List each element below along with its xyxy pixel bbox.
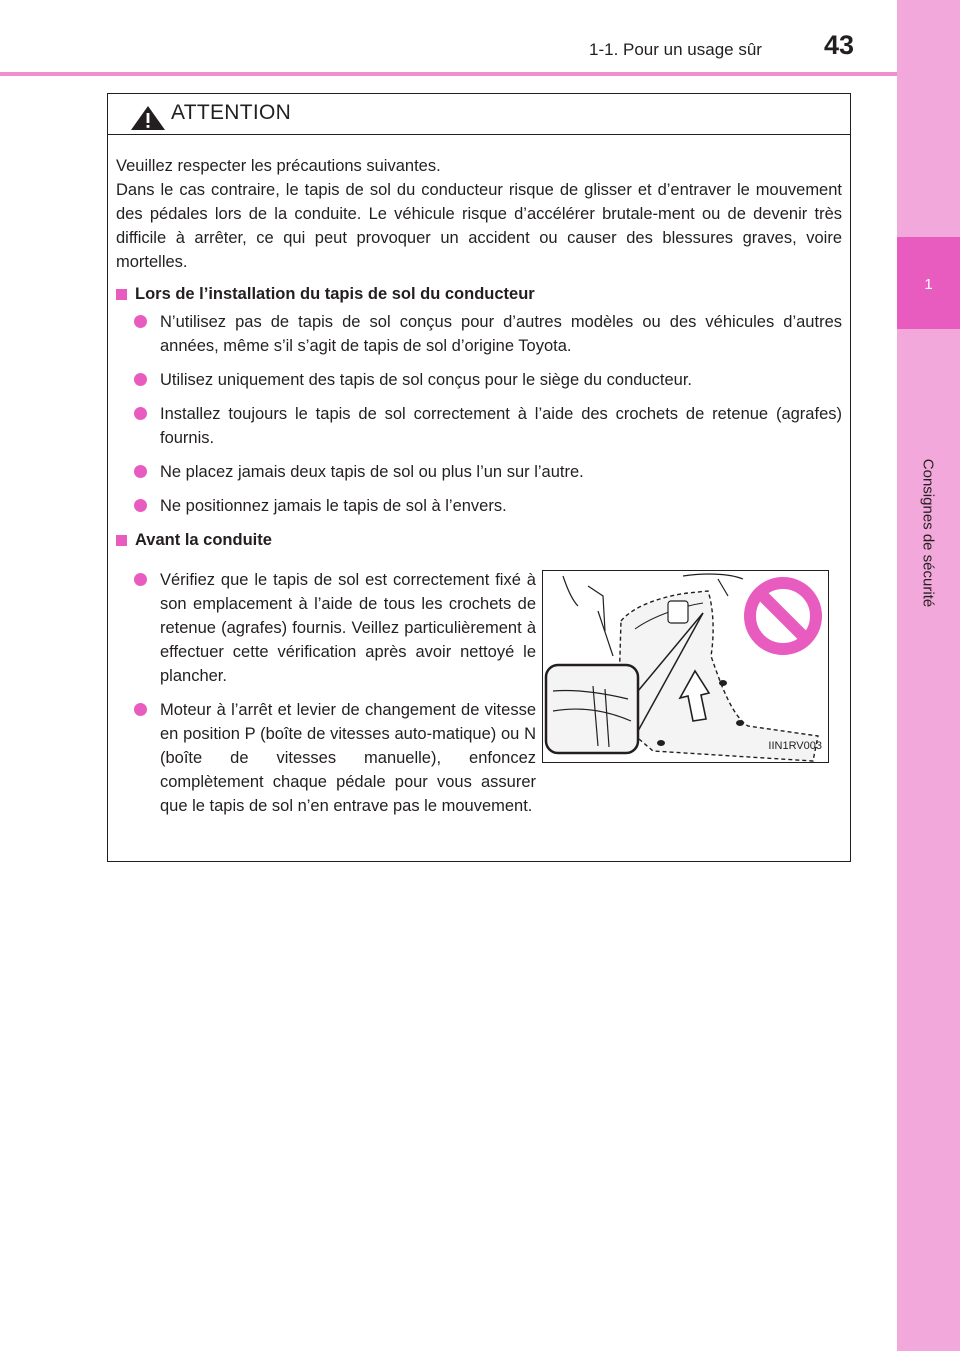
list-item	[134, 568, 536, 688]
attention-content	[116, 154, 842, 828]
list-item-text: Installez toujours le tapis de sol correctement à l’aide des crochets de retenue (agrafes) fournis.	[160, 405, 842, 447]
floor-mat-illustration	[542, 570, 829, 763]
section-heading	[116, 528, 842, 552]
chapter-number: 1	[924, 276, 933, 293]
warning-triangle-icon	[130, 105, 166, 131]
chapter-title: Consignes de sécurité	[919, 458, 937, 608]
section-list	[116, 310, 842, 518]
list-item	[134, 698, 536, 818]
square-bullet-icon	[116, 535, 127, 546]
intro-paragraph	[116, 154, 842, 274]
list-item-text: Vérifiez que le tapis de sol est correctement fixé à son emplacement à l’aide de tous les crochets de retenue (agrafes) fournis. Veillez particulièrement à effectuer cette vérification après avoir nettoyé le plancher.	[160, 571, 536, 685]
square-bullet-icon	[116, 289, 127, 300]
list-item	[134, 402, 842, 450]
list-item-text: Ne positionnez jamais le tapis de sol à l’envers.	[160, 497, 507, 515]
list-item	[134, 310, 842, 358]
round-bullet-icon	[134, 573, 147, 586]
intro-line: Dans le cas contraire, le tapis de sol du conducteur risque de glisser et d’entraver le mouvement des pédales lors de la conduite. Le véhicule risque d’accélérer brutale-ment ou de devenir très difficile à arrêter, ce qui peut provoquer un accident ou causer des blessures graves, voire mortelles.	[116, 181, 842, 271]
round-bullet-icon	[134, 407, 147, 420]
list-item-text: Utilisez uniquement des tapis de sol conçus pour le siège du conducteur.	[160, 371, 692, 389]
attention-header	[108, 94, 850, 135]
round-bullet-icon	[134, 703, 147, 716]
attention-title: ATTENTION	[171, 101, 292, 124]
page-number: 43	[824, 30, 855, 60]
running-header: 1-1. Pour un usage sûr	[589, 40, 762, 59]
round-bullet-icon	[134, 499, 147, 512]
list-item	[134, 460, 842, 484]
header-divider	[0, 72, 897, 76]
list-item-text: N’utilisez pas de tapis de sol conçus pour d’autres modèles ou des véhicules d’autres années, même s’il s’agit de tapis de sol d’origine Toyota.	[160, 313, 842, 355]
round-bullet-icon	[134, 315, 147, 328]
list-item-text: Moteur à l’arrêt et levier de changement de vitesse en position P (boîte de vitesses auto-matique) ou N (boîte de vitesses manuelle), enfoncez complètement chaque pédale pour vous assurer que le tapis de sol n’en entrave pas le mouvement.	[160, 701, 536, 815]
list-item	[134, 494, 842, 518]
section-list	[116, 568, 536, 828]
list-item	[134, 368, 842, 392]
prohibited-icon	[750, 583, 816, 649]
round-bullet-icon	[134, 373, 147, 386]
section-heading	[116, 282, 842, 306]
figure-code: IIN1RV003	[768, 740, 822, 752]
side-tab-strip-top	[897, 0, 960, 237]
round-bullet-icon	[134, 465, 147, 478]
attention-box	[107, 93, 851, 862]
section-heading-text: Avant la conduite	[135, 531, 272, 549]
list-item-text: Ne placez jamais deux tapis de sol ou plus l’un sur l’autre.	[160, 463, 584, 481]
lower-section	[116, 556, 842, 828]
intro-line: Veuillez respecter les précautions suivantes.	[116, 157, 441, 175]
section-heading-text: Lors de l’installation du tapis de sol du conducteur	[135, 285, 535, 303]
